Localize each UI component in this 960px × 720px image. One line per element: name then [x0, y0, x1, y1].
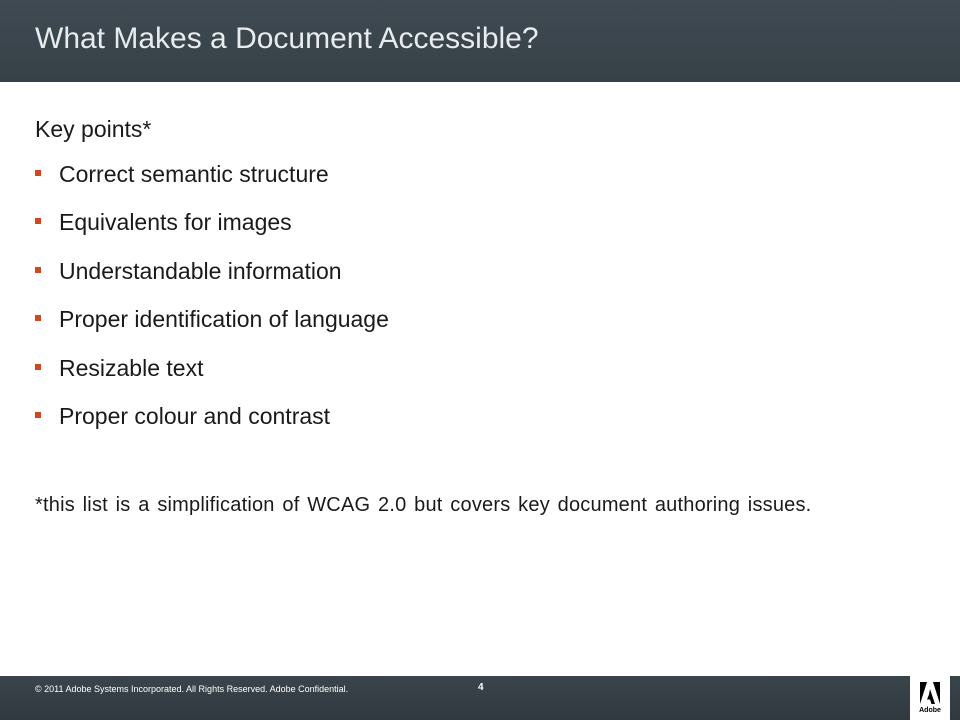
slide-title: What Makes a Document Accessible? [35, 22, 539, 55]
title-bar [0, 0, 960, 82]
bullet-item [35, 400, 389, 448]
bullet-item [35, 206, 389, 254]
bullet-text: Resizable text [59, 354, 204, 381]
square-bullet-icon [35, 315, 41, 321]
bullet-text: Understandable information [59, 257, 342, 284]
bullet-item [35, 255, 389, 303]
square-bullet-icon [35, 412, 41, 418]
bullet-text: Equivalents for images [59, 209, 292, 236]
bullet-item [35, 352, 389, 400]
bullet-text: Proper colour and contrast [59, 402, 331, 429]
square-bullet-icon [35, 218, 41, 224]
square-bullet-icon [35, 170, 41, 176]
footer-bar [0, 676, 960, 720]
copyright-text: © 2011 Adobe Systems Incorporated. All Rights Reserved. Adobe Confidential. [35, 684, 349, 694]
bullet-text: Correct semantic structure [59, 161, 329, 187]
adobe-logo-icon [920, 682, 940, 704]
bullet-list [35, 158, 389, 448]
bullet-item [35, 303, 389, 351]
square-bullet-icon [35, 364, 41, 370]
bullet-item [35, 158, 389, 206]
footnote: *this list is a simplification of WCAG 2.0 but covers key document authoring issues. [35, 494, 812, 516]
page-number: 4 [478, 682, 484, 693]
intro-text: Key points* [35, 116, 152, 142]
square-bullet-icon [35, 267, 41, 273]
bullet-text: Proper identification of language [59, 306, 389, 333]
adobe-logo [910, 676, 950, 720]
logo-wordmark: Adobe [919, 707, 941, 714]
